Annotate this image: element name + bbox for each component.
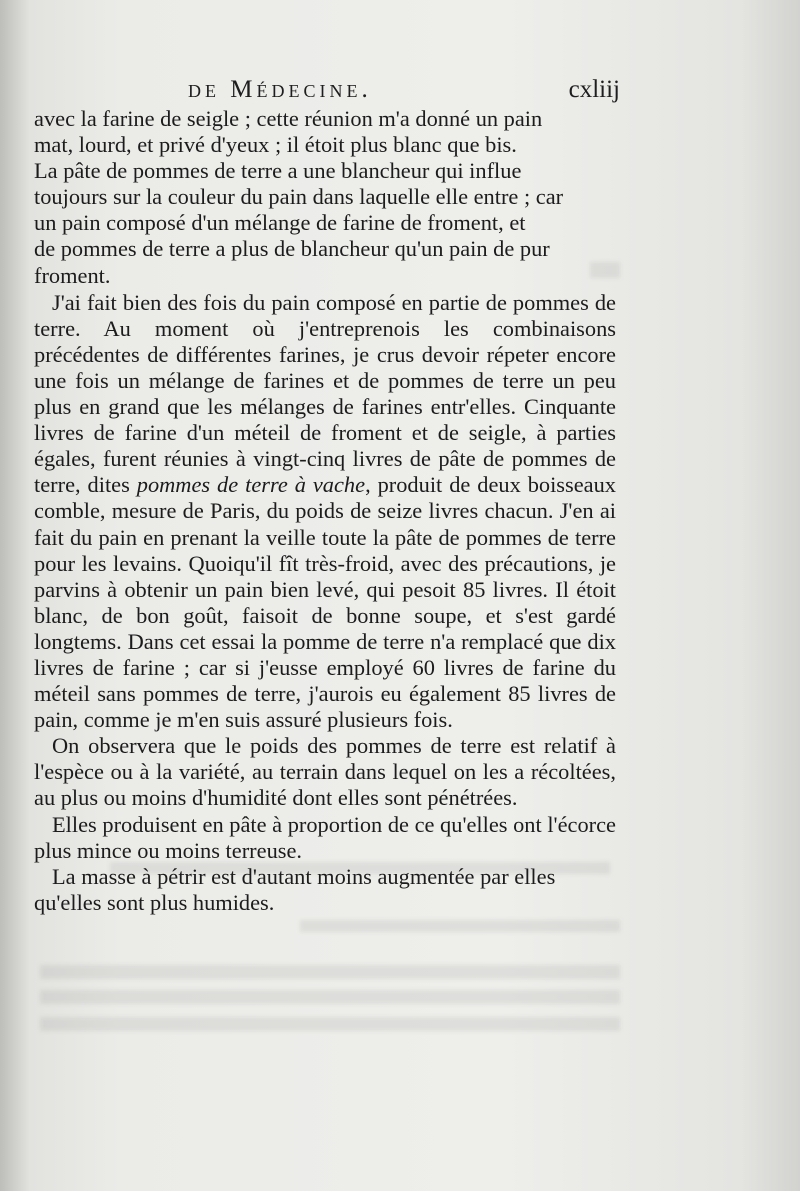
text-line: toujours sur la couleur du pain dans laquelle elle entre ; car	[34, 184, 564, 210]
show-through-smudge	[40, 965, 620, 979]
body-text	[34, 106, 616, 916]
paragraph-potato-bread-trial	[34, 290, 616, 734]
page-number: cxliij	[568, 76, 620, 103]
show-through-smudge	[40, 990, 620, 1004]
show-through-smudge	[40, 1017, 620, 1031]
text-line: un pain composé d'un mélange de farine de froment, et	[34, 210, 526, 236]
paragraph-text: La masse à pétrir est d'autant moins augmentée par elles qu'elles sont plus humides.	[34, 863, 556, 915]
paragraph-text: J'ai fait bien des fois du pain composé en partie de pommes de terre. Au moment où j'entreprenois les combinaisons précédentes de différentes farines, je crus devoir répeter encore une fois un mélange de farines et de pommes de terre un peu plus en grand que les mélanges de farines entr'elles. Cinquante livres de farine d'un méteil de froment et de seigle, à parties égales, furent réunies à vingt-cinq livres de pâte de pommes de terre, dites	[34, 289, 616, 498]
paragraph-text: Elles produisent en pâte à proportion de ce qu'elles ont l'écorce plus mince ou moins terreuse.	[34, 811, 616, 863]
text-line: mat, lourd, et privé d'yeux ; il étoit plus blanc que bis.	[34, 132, 517, 158]
paragraph-weight-note	[34, 733, 616, 811]
text-line: avec la farine de seigle ; cette réunion m'a donné un pain	[34, 106, 543, 131]
italic-variety-name: pommes de terre à vache	[136, 472, 366, 498]
text-line: de pommes de terre a plus de blancheur qu'un pain de pur	[34, 236, 550, 262]
text-line: froment.	[34, 262, 111, 288]
paragraph-dough-mass	[34, 864, 616, 916]
paragraph-continued	[34, 106, 616, 289]
paragraph-text: On observera que le poids des pommes de terre est relatif à l'espèce ou à la variété, au terrain dans lequel on les a récoltées, au plus ou moins d'humidité dont elles sont pénétrées.	[34, 733, 616, 811]
running-title: de Médecine.	[188, 76, 372, 103]
paragraph-paste-yield	[34, 812, 616, 864]
show-through-smudge	[300, 920, 620, 932]
text-line: La pâte de pommes de terre a une blancheur qui influe	[34, 158, 522, 184]
paragraph-text: , produit de deux boisseaux comble, mesure de Paris, du poids de seize livres chacun. J'en ai fait du pain en prenant la veille toute la pâte de pommes de terre pour les levains. Quoiqu'il fît très-froid, avec des précautions, je parvins à obtenir un pain bien levé, qui pesoit 85 livres. Il étoit blanc, de bon goût, faisoit de bonne soupe, et s'est gardé longtems. Dans cet essai la pomme de terre n'a remplacé que dix livres de farine ; car si j'eusse employé 60 livres de farine du méteil sans pommes de terre, j'aurois eu également 85 livres de pain, comme je m'en suis assuré plusieurs fois.	[34, 472, 616, 733]
page-header	[30, 76, 620, 104]
